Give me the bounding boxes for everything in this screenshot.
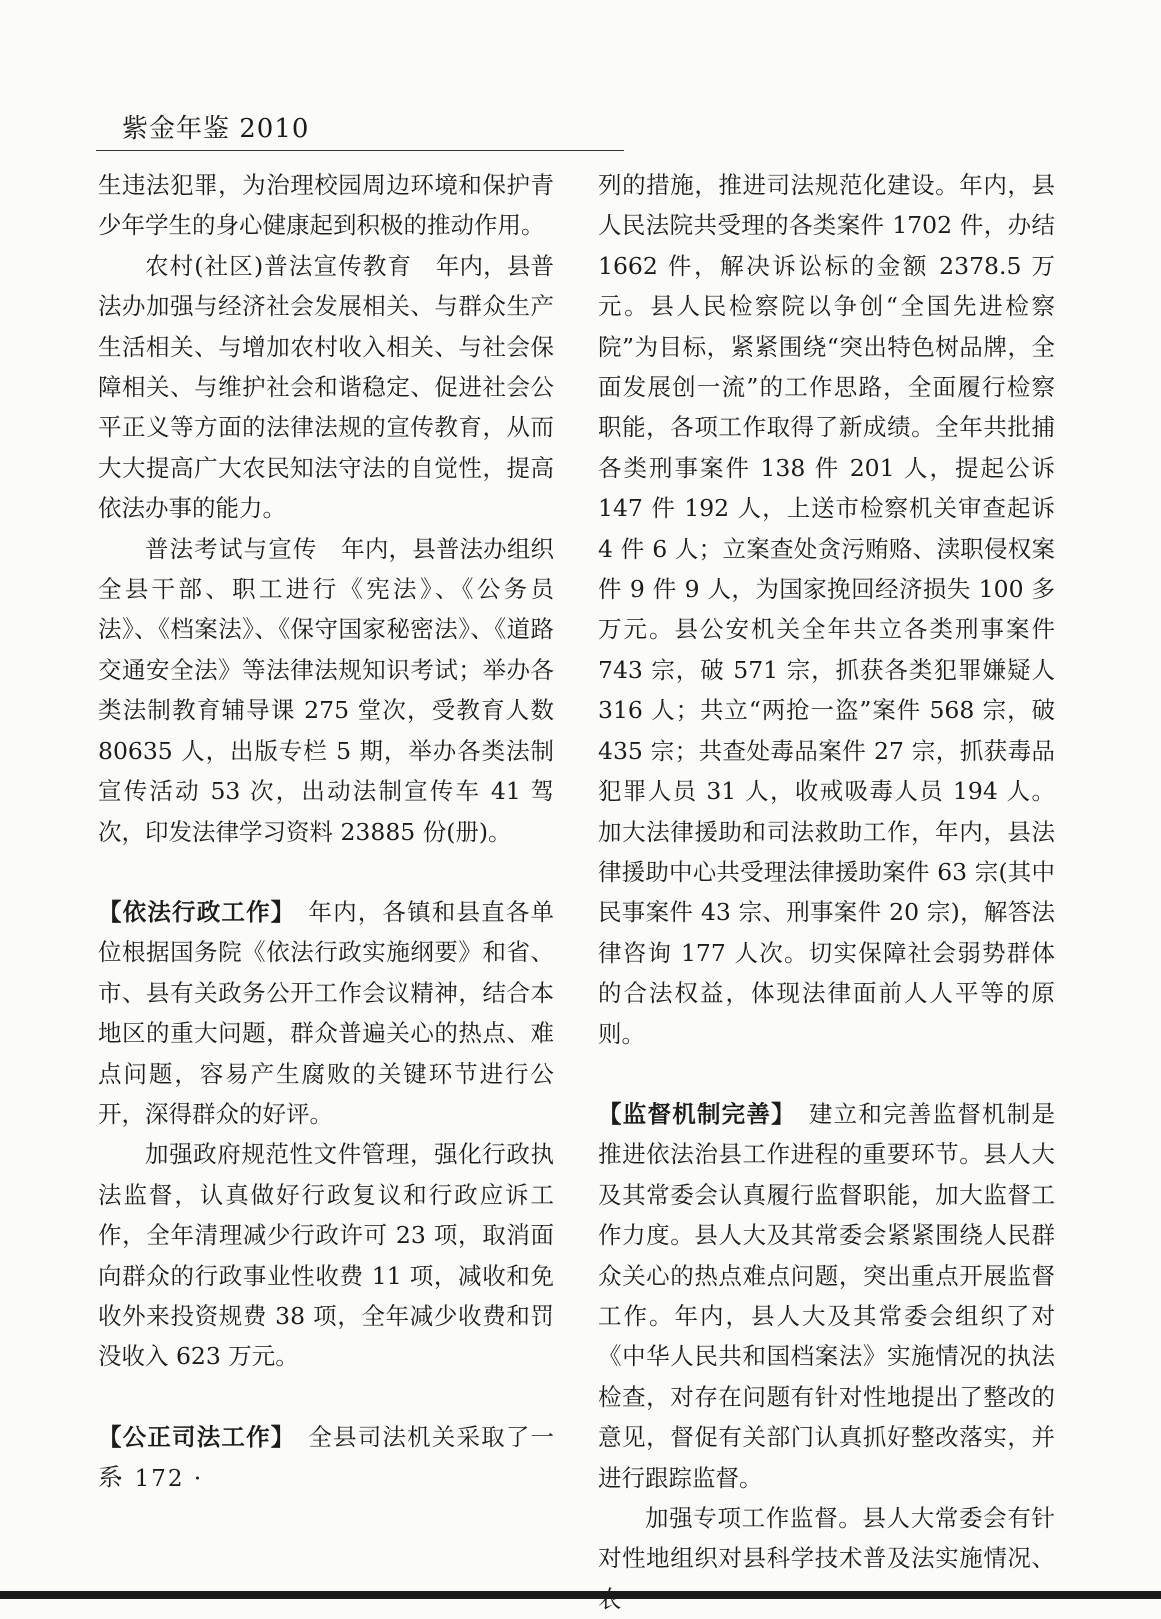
body-rural: 年内，县普法办加强与经济社会发展相关、与群众生产生活相关、与增加农村收入相关、与社会保障相关、与维护社会和谐稳定、促进社会公平正义等方面的法律法规的宣传教育，从而大大提高广大农民知法守法的自觉性，提高依法办事的能力。 (98, 251, 554, 523)
section-administration (98, 892, 554, 1134)
right-column (598, 165, 1055, 1619)
paragraph-normative-documents: 加强政府规范性文件管理，强化行政执法监督，认真做好行政复议和行政应诉工作，全年清理减少行政许可 23 项，取消面向群众的行政事业性收费 11 项，减收和免收外来投资规费 38 项，全年减少收费和罚没收入 623 万元。 (98, 1140, 554, 1371)
subheading-rural: 农村(社区)普法宣传教育 (145, 251, 413, 280)
paragraph-campus: 生违法犯罪，为治理校园周边环境和保护青少年学生的身心健康起到积极的推动作用。 (98, 171, 554, 240)
page-number: · 172 · (116, 1466, 204, 1492)
section-supervision (598, 1094, 1055, 1498)
paragraph-rural-legal-education (98, 246, 554, 529)
header-rule (96, 150, 624, 151)
body-supervision: 建立和完善监督机制是推进依法治县工作进程的重要环节。县人大及其常委会认真履行监督职能，加大监督工作力度。县人大及其常委会紧紧围绕人民群众关心的热点难点问题，突出重点开展监督工作。年内，县人大及其常委会组织了对《中华人民共和国档案法》实施情况的执法检查，对存在问题有针对性地提出了整改的意见，督促有关部门认真抓好整改落实，并进行跟踪监督。 (598, 1099, 1056, 1492)
body-exam: 年内，县普法办组织全县干部、职工进行《宪法》、《公务员法》、《档案法》、《保守国家秘密法》、《道路交通安全法》等法律法规知识考试；举办各类法制教育辅导课 275 堂次，受教育人数 80635 人，出版专栏 5 期，举办各类法制宣传活动 53 次，出动法制宣传车 41 驾次，印发法律学习资料 23885 份(册)。 (98, 534, 554, 846)
subheading-exam: 普法考试与宣传 (145, 534, 318, 563)
section-gap (98, 1377, 554, 1417)
left-column (98, 165, 554, 1498)
paragraph-special-supervision: 加强专项工作监督。县人大常委会有针对性地组织对县科学技术普及法实施情况、 (598, 1504, 1055, 1573)
section-gap (598, 1054, 1055, 1094)
section-heading-administration: 【依法行政工作】 (98, 897, 284, 926)
scan-bottom-edge (0, 1591, 1161, 1599)
body-judiciary: 全县司法机关采取了一系 (98, 1422, 555, 1492)
paragraph-legal-exam (98, 529, 554, 852)
section-gap (98, 852, 554, 892)
paragraph-judicial-cases: 列的措施，推进司法规范化建设。年内，县人民法院共受理的各类案件 1702 件，办结 1662 件，解决诉讼标的金额 2378.5 万元。县人民检察院以争创“全国先进检察院”为目标，紧紧围绕“突出特色树品牌，全面发展创一流”的工作思路，全面履行检察职能，各项工作取得了新成绩。全年共批捕各类刑事案件 138 件 201 人，提起公诉 147 件 192 人，上送市检察机关审查起诉 4 件 6 人；立案查处贪污贿赂、渎职侵权案件 9 件 9 人，为国家挽回经济损失 100 多万元。县公安机关全年共立各类刑事案件 743 宗，破 571 宗，抓获各类犯罪嫌疑人 316 人；共立“两抢一盗”案件 568 宗，破 435 宗；共查处毒品案件 27 宗，抓获毒品犯罪人员 31 人，收戒吸毒人员 194 人。加大法律援助和司法救助工作，年内，县法律援助中心共受理法律援助案件 63 宗(其中民事案件 43 宗、刑事案件 20 宗)，解答法律咨询 177 人次。切实保障社会弱势群体的合法权益，体现法律面前人人平等的原则。 (598, 171, 1055, 1048)
body-administration: 年内，各镇和县直各单位根据国务院《依法行政实施纲要》和省、市、县有关政务公开工作会议精神，结合本地区的重大问题，群众普遍关心的热点、难点问题，容易产生腐败的关键环节进行公开，深得群众的好评。 (98, 897, 555, 1128)
section-heading-supervision: 【监督机制完善】 (598, 1099, 785, 1128)
section-heading-judiciary: 【公正司法工作】 (98, 1422, 284, 1451)
running-head-title: 紫金年鉴 2010 (122, 114, 310, 144)
